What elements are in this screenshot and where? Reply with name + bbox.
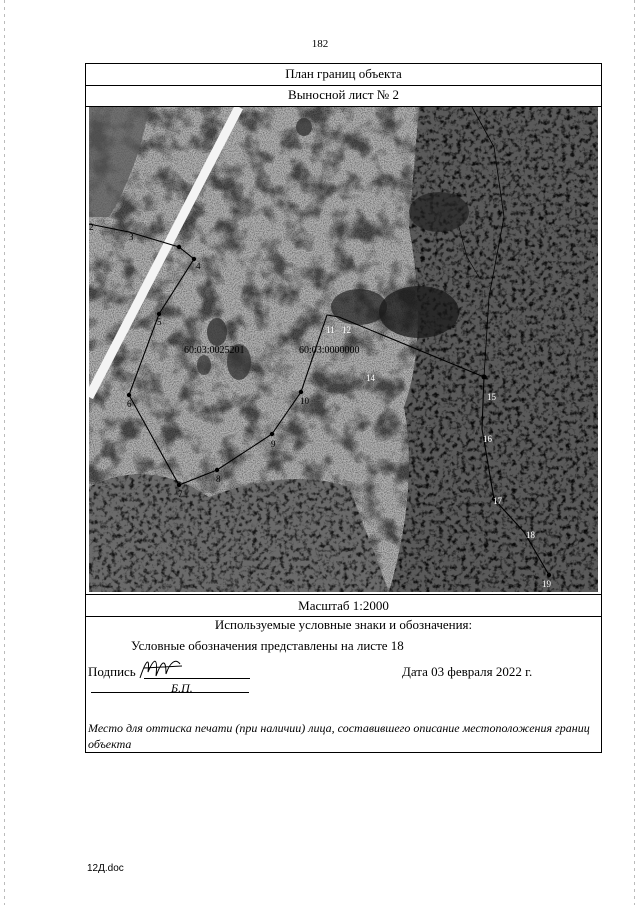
point-label-10: 10 [300, 396, 309, 406]
plan-title: План границ объекта [86, 64, 601, 86]
name-line [91, 692, 249, 693]
cadastral-label-2: 60:03:0000000 [299, 345, 360, 356]
point-label-5: 5 [157, 317, 162, 327]
point-label-14: 14 [366, 373, 375, 383]
point-label-17: 17 [493, 496, 502, 506]
point-label-11: 11 [326, 325, 335, 335]
left-edge-trace [4, 0, 5, 905]
legend-title: Используемые условные знаки и обозначения: [214, 617, 473, 632]
point-label-9: 9 [271, 439, 276, 449]
point-label-7: 7 [178, 489, 183, 499]
point-label-18: 18 [526, 530, 535, 540]
map-svg [89, 107, 598, 592]
point-label-16: 16 [483, 434, 492, 444]
page-number: 182 [311, 38, 329, 50]
point-label-19: 19 [542, 579, 551, 589]
file-name: 12Д.doc [87, 863, 124, 874]
signature-label: Подпись [88, 664, 136, 679]
point-label-8: 8 [216, 474, 221, 484]
legend-note: Условные обозначения представлены на листе 18 [131, 638, 404, 653]
cadastral-label-1: 60:03:0025201 [184, 345, 245, 356]
point-label-4: 4 [196, 261, 201, 271]
point-label-3: 3 [129, 232, 134, 242]
signature-scribble [136, 652, 186, 682]
document-frame [85, 63, 602, 753]
scale-label: Масштаб 1:2000 [86, 594, 601, 617]
sheet-title: Выносной лист № 2 [86, 85, 601, 107]
point-label-2: 2 [89, 222, 94, 232]
signer-initials: Б.П. [171, 681, 193, 695]
point-label-12: 12 [342, 325, 351, 335]
stamp-placeholder: Место для оттиска печати (при наличии) лица, составившего описание местоположения границ объекта [88, 721, 590, 751]
signature-date: Дата 03 февраля 2022 г. [402, 664, 533, 679]
point-label-6: 6 [127, 399, 132, 409]
point-label-15: 15 [487, 392, 496, 402]
aerial-map [89, 107, 598, 592]
right-edge-trace [634, 0, 635, 905]
